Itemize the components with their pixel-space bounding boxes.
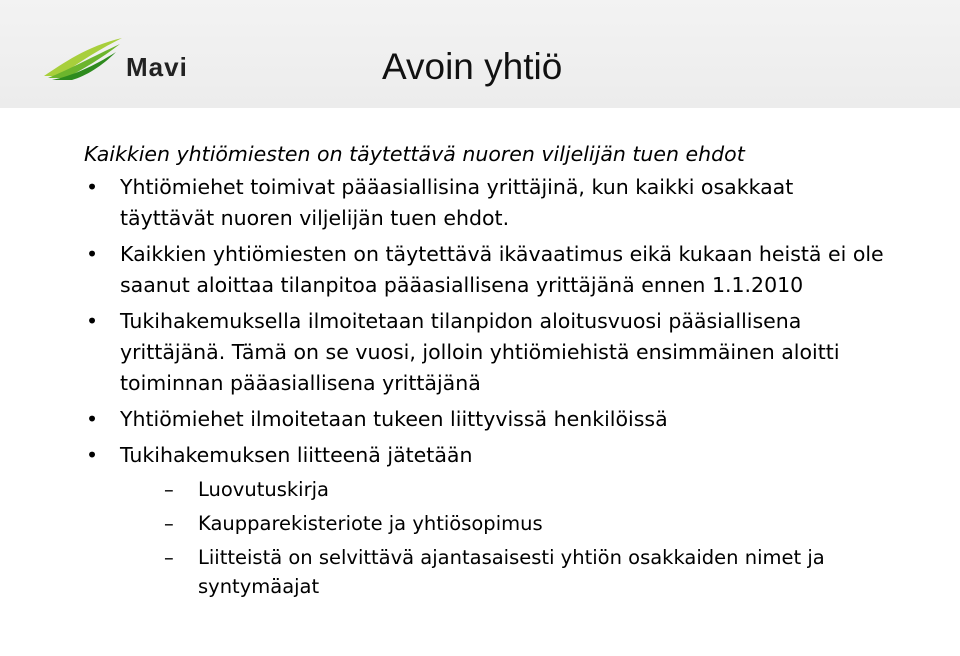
dash-icon: – <box>164 546 174 569</box>
list-item: • Tukihakemuksen liitteenä jätetään – Luovutuskirja – Kaupparekisteriote ja yhtiösopimus – Liitteistä on selvittävä ajantasaisesti yhtiön osakkaiden nimet ja syntymäajat <box>84 440 884 601</box>
list-item: • Yhtiömiehet ilmoitetaan tukeen liittyvissä henkilöissä <box>84 404 884 435</box>
dash-icon: – <box>164 512 174 535</box>
sub-bullet-list <box>120 475 884 601</box>
list-item: • Tukihakemuksella ilmoitetaan tilanpidon aloitusvuosi pääsiallisena yrittäjänä. Tämä on se vuosi, jolloin yhtiömiehistä ensimmäinen aloitti toiminnan pääasiallisena yrittäjänä <box>84 306 884 399</box>
bullet-icon: • <box>86 175 99 199</box>
bullet-icon: • <box>86 407 99 431</box>
bullet-list <box>84 172 884 601</box>
sub-list-item: – Liitteistä on selvittävä ajantasaisesti yhtiön osakkaiden nimet ja syntymäajat <box>120 543 884 601</box>
list-item: • Yhtiömiehet toimivat pääasiallisina yrittäjinä, kun kaikki osakkaat täyttävät nuoren viljelijän tuen ehdot. <box>84 172 884 234</box>
bullet-icon: • <box>86 443 99 467</box>
sub-list-item: – Kaupparekisteriote ja yhtiösopimus <box>120 509 884 538</box>
logo-text: Mavi <box>126 52 188 82</box>
slide-header <box>0 0 960 108</box>
sub-list-item: – Luovutuskirja <box>120 475 884 504</box>
slide-title: Avoin yhtiö <box>382 46 563 87</box>
intro-text: Kaikkien yhtiömiesten on täytettävä nuoren viljelijän tuen ehdot <box>84 142 745 166</box>
bullet-icon: • <box>86 309 99 333</box>
list-item: • Kaikkien yhtiömiesten on täytettävä ikävaatimus eikä kukaan heistä ei ole saanut aloittaa tilanpitoa pääasiallisena yrittäjänä ennen 1.1.2010 <box>84 239 884 301</box>
bullet-icon: • <box>86 242 99 266</box>
slide-content <box>84 139 884 606</box>
mavi-logo <box>42 34 192 84</box>
dash-icon: – <box>164 478 174 501</box>
